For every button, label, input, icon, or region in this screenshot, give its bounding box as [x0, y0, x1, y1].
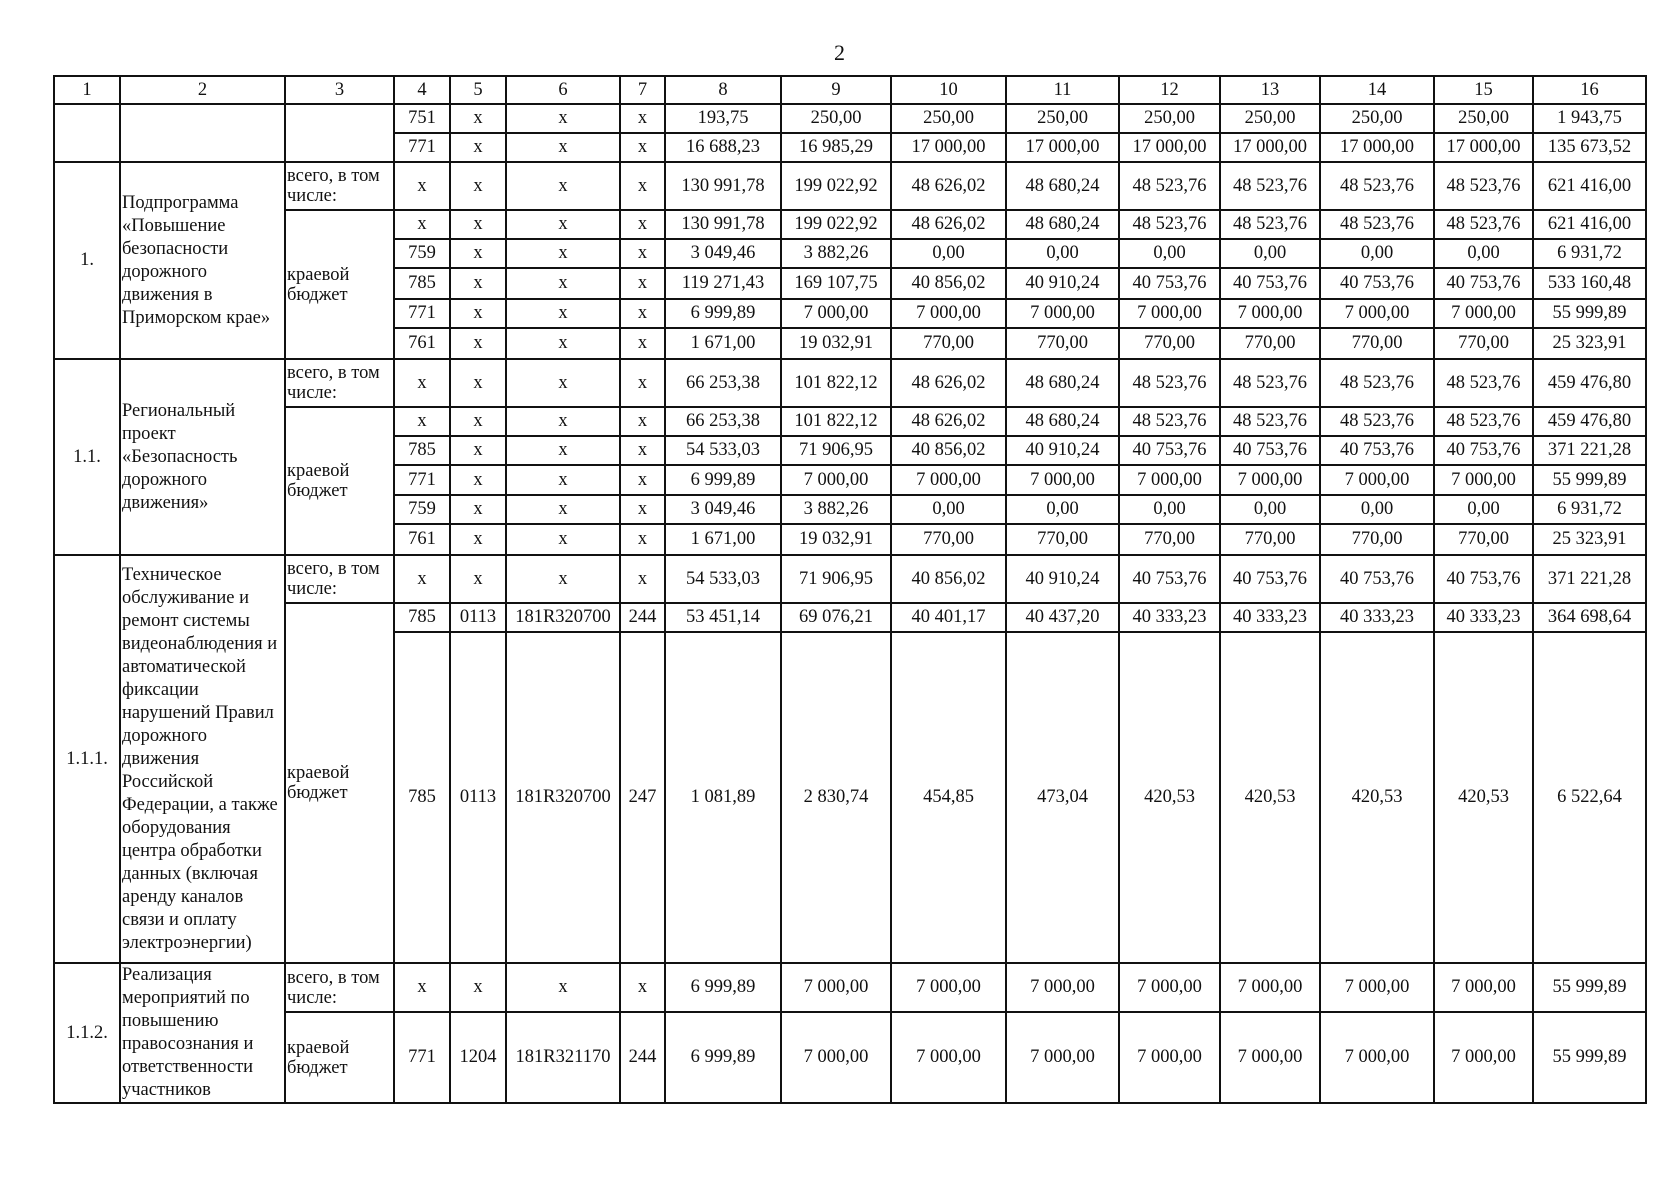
table-cell: 48 523,76: [1220, 162, 1320, 210]
table-cell: 130 991,78: [665, 210, 781, 239]
table-cell: 7 000,00: [891, 1012, 1006, 1103]
table-cell: x: [450, 133, 506, 162]
table-cell: 181R320700: [506, 632, 620, 963]
table-cell: x: [620, 133, 665, 162]
table-cell: 6 522,64: [1533, 632, 1646, 963]
table-cell: 48 523,76: [1119, 210, 1220, 239]
table-cell: x: [620, 299, 665, 328]
table-cell: 7 000,00: [781, 299, 891, 328]
table-cell: x: [450, 239, 506, 268]
table-cell: 69 076,21: [781, 603, 891, 632]
table-cell: 770,00: [891, 328, 1006, 359]
table-cell: x: [450, 359, 506, 407]
column-header: 6: [506, 76, 620, 104]
item-name: Реализация мероприятий по повышению правосознания и ответственности участников: [120, 963, 285, 1103]
table-cell: x: [620, 239, 665, 268]
funding-source-cell: [285, 104, 394, 162]
table-cell: 3 049,46: [665, 495, 781, 524]
table-cell: 40 333,23: [1119, 603, 1220, 632]
table-cell: 7 000,00: [781, 465, 891, 495]
table-cell: 761: [394, 328, 450, 359]
table-cell: x: [506, 524, 620, 555]
table-cell: 40 753,76: [1434, 268, 1533, 299]
table-cell: x: [506, 239, 620, 268]
table-cell: 54 533,03: [665, 436, 781, 465]
table-cell: 7 000,00: [1220, 465, 1320, 495]
table-cell: 770,00: [1320, 524, 1434, 555]
table-cell: 771: [394, 133, 450, 162]
table-cell: 48 523,76: [1320, 210, 1434, 239]
table-cell: 7 000,00: [1320, 465, 1434, 495]
column-header: 9: [781, 76, 891, 104]
table-cell: 3 882,26: [781, 495, 891, 524]
table-cell: 621 416,00: [1533, 210, 1646, 239]
table-cell: 40 333,23: [1320, 603, 1434, 632]
table-row: [54, 210, 1646, 239]
table-cell: 244: [620, 1012, 665, 1103]
table-cell: 7 000,00: [1220, 1012, 1320, 1103]
table-cell: 0,00: [1320, 495, 1434, 524]
table-cell: 250,00: [1119, 104, 1220, 133]
table-cell: 7 000,00: [1434, 465, 1533, 495]
table-cell: 0,00: [1006, 239, 1119, 268]
table-cell: 459 476,80: [1533, 359, 1646, 407]
table-cell: x: [450, 436, 506, 465]
table-cell: 250,00: [1320, 104, 1434, 133]
table-cell: 19 032,91: [781, 524, 891, 555]
table-row: [54, 1012, 1646, 1103]
table-cell: 48 626,02: [891, 359, 1006, 407]
table-cell: 19 032,91: [781, 328, 891, 359]
table-cell: 0,00: [1220, 239, 1320, 268]
table-cell: 17 000,00: [1320, 133, 1434, 162]
table-cell: 473,04: [1006, 632, 1119, 963]
table-cell: x: [620, 407, 665, 436]
table-cell: 250,00: [891, 104, 1006, 133]
table-cell: 1 671,00: [665, 328, 781, 359]
table-cell: x: [506, 359, 620, 407]
item-name: Техническое обслуживание и ремонт системы видеонаблюдения и автоматической фиксации нарушений Правил дорожного движения Российской Федерации, а также оборудования центра обработки данных (включая аренду каналов связи и оплату электроэнергии): [120, 555, 285, 963]
table-cell: 459 476,80: [1533, 407, 1646, 436]
table-cell: 48 523,76: [1434, 162, 1533, 210]
table-cell: 7 000,00: [781, 963, 891, 1012]
table-cell: 40 333,23: [1434, 603, 1533, 632]
table-cell: 169 107,75: [781, 268, 891, 299]
table-cell: 770,00: [1434, 328, 1533, 359]
table-cell: 420,53: [1119, 632, 1220, 963]
table-cell: 25 323,91: [1533, 524, 1646, 555]
table-cell: 785: [394, 436, 450, 465]
item-number: 1.: [54, 162, 120, 359]
table-cell: x: [506, 407, 620, 436]
table-cell: 533 160,48: [1533, 268, 1646, 299]
table-cell: 770,00: [1119, 524, 1220, 555]
table-cell: 7 000,00: [781, 1012, 891, 1103]
table-cell: 364 698,64: [1533, 603, 1646, 632]
item-number: 1.1.1.: [54, 555, 120, 963]
table-cell: 48 523,76: [1119, 162, 1220, 210]
table-cell: 48 523,76: [1220, 210, 1320, 239]
column-header: 10: [891, 76, 1006, 104]
table-cell: x: [506, 436, 620, 465]
table-cell: 250,00: [1006, 104, 1119, 133]
table-cell: x: [506, 328, 620, 359]
table-row: [54, 104, 1646, 133]
table-cell: 371 221,28: [1533, 555, 1646, 603]
table-cell: 40 910,24: [1006, 268, 1119, 299]
table-cell: 55 999,89: [1533, 299, 1646, 328]
table-cell: 770,00: [1434, 524, 1533, 555]
table-cell: 130 991,78: [665, 162, 781, 210]
funding-source-total: всего, в том числе:: [285, 359, 394, 407]
page-number: 2: [834, 40, 845, 65]
table-cell: 0,00: [1119, 495, 1220, 524]
header-row: [54, 76, 1646, 104]
table-cell: 250,00: [1434, 104, 1533, 133]
table-cell: 0113: [450, 632, 506, 963]
table-cell: 0,00: [1220, 495, 1320, 524]
table-cell: 40 856,02: [891, 436, 1006, 465]
table-cell: x: [620, 465, 665, 495]
table-cell: 7 000,00: [1006, 1012, 1119, 1103]
table-cell: 771: [394, 465, 450, 495]
table-cell: 785: [394, 632, 450, 963]
table-cell: 40 753,76: [1220, 555, 1320, 603]
table-cell: 3 882,26: [781, 239, 891, 268]
table-cell: 6 931,72: [1533, 495, 1646, 524]
table-cell: 770,00: [1006, 328, 1119, 359]
table-cell: 48 680,24: [1006, 210, 1119, 239]
item-number-cell: [54, 104, 120, 162]
table-cell: 181R321170: [506, 1012, 620, 1103]
table-cell: x: [620, 963, 665, 1012]
column-header: 16: [1533, 76, 1646, 104]
table-cell: 40 753,76: [1434, 436, 1533, 465]
table-cell: 7 000,00: [1006, 963, 1119, 1012]
item-number: 1.1.: [54, 359, 120, 555]
table-cell: 48 523,76: [1119, 407, 1220, 436]
table-cell: 40 856,02: [891, 555, 1006, 603]
funding-source-total: всего, в том числе:: [285, 555, 394, 603]
table-cell: 785: [394, 268, 450, 299]
table-cell: x: [506, 133, 620, 162]
table-cell: 40 753,76: [1220, 268, 1320, 299]
table-cell: x: [506, 104, 620, 133]
table-cell: 1 671,00: [665, 524, 781, 555]
table-cell: 759: [394, 239, 450, 268]
table-cell: 0,00: [891, 495, 1006, 524]
column-header: 12: [1119, 76, 1220, 104]
table-cell: 7 000,00: [1320, 963, 1434, 1012]
table-cell: 48 523,76: [1434, 407, 1533, 436]
table-cell: x: [394, 162, 450, 210]
table-cell: 181R320700: [506, 603, 620, 632]
table-cell: 135 673,52: [1533, 133, 1646, 162]
table-cell: x: [620, 555, 665, 603]
table-cell: 54 533,03: [665, 555, 781, 603]
table-cell: 101 822,12: [781, 407, 891, 436]
table-cell: 48 523,76: [1220, 407, 1320, 436]
item-name: Региональный проект «Безопасность дорожного движения»: [120, 359, 285, 555]
table-row: [54, 603, 1646, 632]
table-cell: x: [394, 555, 450, 603]
table-cell: 17 000,00: [1119, 133, 1220, 162]
table-cell: 247: [620, 632, 665, 963]
column-header: 8: [665, 76, 781, 104]
table-cell: 53 451,14: [665, 603, 781, 632]
table-cell: x: [450, 963, 506, 1012]
table-cell: 17 000,00: [1434, 133, 1533, 162]
column-header: 14: [1320, 76, 1434, 104]
table-cell: 7 000,00: [891, 465, 1006, 495]
column-header: 3: [285, 76, 394, 104]
table-cell: 7 000,00: [1119, 963, 1220, 1012]
table-cell: 66 253,38: [665, 359, 781, 407]
table-cell: 1204: [450, 1012, 506, 1103]
table-cell: 40 753,76: [1119, 268, 1220, 299]
table-cell: 250,00: [1220, 104, 1320, 133]
table-cell: 48 680,24: [1006, 407, 1119, 436]
table-cell: 48 626,02: [891, 407, 1006, 436]
table-cell: 40 856,02: [891, 268, 1006, 299]
table-cell: 6 999,89: [665, 1012, 781, 1103]
table-cell: 6 999,89: [665, 465, 781, 495]
table-cell: 7 000,00: [1220, 299, 1320, 328]
table-cell: 48 626,02: [891, 162, 1006, 210]
table-cell: 7 000,00: [1006, 465, 1119, 495]
table-cell: 48 523,76: [1434, 359, 1533, 407]
table-cell: 250,00: [781, 104, 891, 133]
table-cell: x: [620, 524, 665, 555]
table-cell: 771: [394, 299, 450, 328]
table-cell: 55 999,89: [1533, 963, 1646, 1012]
table-cell: 17 000,00: [891, 133, 1006, 162]
table-cell: 40 753,76: [1320, 268, 1434, 299]
table-cell: 40 753,76: [1220, 436, 1320, 465]
table-cell: 48 523,76: [1119, 359, 1220, 407]
table-cell: 40 753,76: [1119, 436, 1220, 465]
table-cell: 7 000,00: [1119, 465, 1220, 495]
table-cell: 0,00: [1320, 239, 1434, 268]
table-cell: x: [506, 162, 620, 210]
table-cell: x: [450, 495, 506, 524]
table-cell: 48 523,76: [1220, 359, 1320, 407]
table-cell: 621 416,00: [1533, 162, 1646, 210]
table-cell: 17 000,00: [1006, 133, 1119, 162]
table-cell: 7 000,00: [1220, 963, 1320, 1012]
table-cell: 0,00: [891, 239, 1006, 268]
table-cell: x: [620, 162, 665, 210]
funding-source-budget: краевой бюджет: [285, 407, 394, 555]
table-cell: x: [450, 104, 506, 133]
table-cell: 7 000,00: [1006, 299, 1119, 328]
table-cell: 7 000,00: [1119, 1012, 1220, 1103]
table-cell: 48 523,76: [1434, 210, 1533, 239]
table-cell: x: [450, 524, 506, 555]
funding-source-total: всего, в том числе:: [285, 162, 394, 210]
column-header: 1: [54, 76, 120, 104]
item-name-cell: [120, 104, 285, 162]
table-cell: 7 000,00: [1434, 963, 1533, 1012]
table-cell: x: [620, 359, 665, 407]
item-number: 1.1.2.: [54, 963, 120, 1103]
table-cell: 48 523,76: [1320, 407, 1434, 436]
table-cell: 101 822,12: [781, 359, 891, 407]
table-cell: x: [394, 963, 450, 1012]
funding-source-budget: краевой бюджет: [285, 210, 394, 359]
table-cell: x: [450, 407, 506, 436]
table-cell: 7 000,00: [1320, 1012, 1434, 1103]
table-cell: x: [450, 555, 506, 603]
table-cell: 0,00: [1434, 239, 1533, 268]
table-cell: x: [506, 465, 620, 495]
table-cell: 40 333,23: [1220, 603, 1320, 632]
table-cell: 40 753,76: [1119, 555, 1220, 603]
table-cell: x: [620, 210, 665, 239]
table-cell: 66 253,38: [665, 407, 781, 436]
table-cell: 7 000,00: [1434, 1012, 1533, 1103]
table-cell: x: [394, 359, 450, 407]
table-cell: 1 081,89: [665, 632, 781, 963]
table-cell: x: [506, 963, 620, 1012]
table-cell: x: [394, 407, 450, 436]
table-row: [54, 555, 1646, 603]
column-header: 4: [394, 76, 450, 104]
table-cell: x: [620, 328, 665, 359]
table-row: [54, 359, 1646, 407]
table-cell: 7 000,00: [1320, 299, 1434, 328]
table-cell: x: [620, 495, 665, 524]
table-cell: x: [394, 210, 450, 239]
table-cell: 199 022,92: [781, 162, 891, 210]
table-row: [54, 407, 1646, 436]
table-cell: 759: [394, 495, 450, 524]
table-cell: 48 523,76: [1320, 162, 1434, 210]
table-cell: 770,00: [1220, 328, 1320, 359]
table-cell: 48 680,24: [1006, 359, 1119, 407]
table-cell: 7 000,00: [1434, 299, 1533, 328]
table-cell: 40 910,24: [1006, 436, 1119, 465]
table-cell: x: [620, 436, 665, 465]
column-header: 2: [120, 76, 285, 104]
table-cell: 244: [620, 603, 665, 632]
table-cell: x: [506, 495, 620, 524]
table-cell: 0,00: [1006, 495, 1119, 524]
table-cell: 420,53: [1220, 632, 1320, 963]
table-cell: 40 910,24: [1006, 555, 1119, 603]
table-cell: 0,00: [1119, 239, 1220, 268]
table-cell: 48 523,76: [1320, 359, 1434, 407]
table-cell: 40 401,17: [891, 603, 1006, 632]
table-cell: 454,85: [891, 632, 1006, 963]
table-cell: x: [450, 210, 506, 239]
table-cell: 48 626,02: [891, 210, 1006, 239]
table-cell: x: [506, 210, 620, 239]
table-cell: 55 999,89: [1533, 465, 1646, 495]
table-cell: 770,00: [1119, 328, 1220, 359]
table-cell: 770,00: [1006, 524, 1119, 555]
budget-table: [53, 75, 1647, 1104]
table-cell: 40 753,76: [1434, 555, 1533, 603]
table-cell: 71 906,95: [781, 436, 891, 465]
table-cell: 771: [394, 1012, 450, 1103]
table-cell: x: [450, 299, 506, 328]
table-cell: 420,53: [1320, 632, 1434, 963]
table-cell: 770,00: [1320, 328, 1434, 359]
table-row: [54, 162, 1646, 210]
table-cell: 40 753,76: [1320, 436, 1434, 465]
table-cell: x: [620, 268, 665, 299]
table-cell: 40 753,76: [1320, 555, 1434, 603]
table-row: [54, 963, 1646, 1012]
table-cell: 55 999,89: [1533, 1012, 1646, 1103]
table-cell: 770,00: [891, 524, 1006, 555]
table-cell: x: [506, 555, 620, 603]
table-cell: 7 000,00: [891, 299, 1006, 328]
table-cell: 7 000,00: [1119, 299, 1220, 328]
table-cell: 3 049,46: [665, 239, 781, 268]
funding-source-budget: краевой бюджет: [285, 1012, 394, 1103]
table-cell: 761: [394, 524, 450, 555]
table-cell: 25 323,91: [1533, 328, 1646, 359]
column-header: 5: [450, 76, 506, 104]
table-cell: 7 000,00: [891, 963, 1006, 1012]
table-cell: 770,00: [1220, 524, 1320, 555]
column-header: 7: [620, 76, 665, 104]
funding-source-budget: краевой бюджет: [285, 603, 394, 963]
table-cell: 2 830,74: [781, 632, 891, 963]
table-cell: x: [506, 299, 620, 328]
table-cell: 6 999,89: [665, 963, 781, 1012]
table-cell: x: [450, 162, 506, 210]
column-header: 11: [1006, 76, 1119, 104]
table-cell: 40 437,20: [1006, 603, 1119, 632]
table-cell: 16 985,29: [781, 133, 891, 162]
column-header: 15: [1434, 76, 1533, 104]
table-cell: 119 271,43: [665, 268, 781, 299]
table-cell: x: [620, 104, 665, 133]
table-cell: 17 000,00: [1220, 133, 1320, 162]
table-cell: 48 680,24: [1006, 162, 1119, 210]
funding-source-total: всего, в том числе:: [285, 963, 394, 1012]
table-cell: 193,75: [665, 104, 781, 133]
table-cell: x: [450, 465, 506, 495]
table-cell: 371 221,28: [1533, 436, 1646, 465]
table-cell: 0113: [450, 603, 506, 632]
table-cell: 6 999,89: [665, 299, 781, 328]
item-name: Подпрограмма «Повышение безопасности дорожного движения в Приморском крае»: [120, 162, 285, 359]
table-cell: 0,00: [1434, 495, 1533, 524]
table-cell: x: [450, 268, 506, 299]
table-cell: 1 943,75: [1533, 104, 1646, 133]
table-cell: 16 688,23: [665, 133, 781, 162]
table-cell: 420,53: [1434, 632, 1533, 963]
table-cell: 751: [394, 104, 450, 133]
table-cell: 6 931,72: [1533, 239, 1646, 268]
table-cell: 785: [394, 603, 450, 632]
table-cell: 199 022,92: [781, 210, 891, 239]
table-cell: 71 906,95: [781, 555, 891, 603]
table-cell: x: [450, 328, 506, 359]
column-header: 13: [1220, 76, 1320, 104]
table-cell: x: [506, 268, 620, 299]
